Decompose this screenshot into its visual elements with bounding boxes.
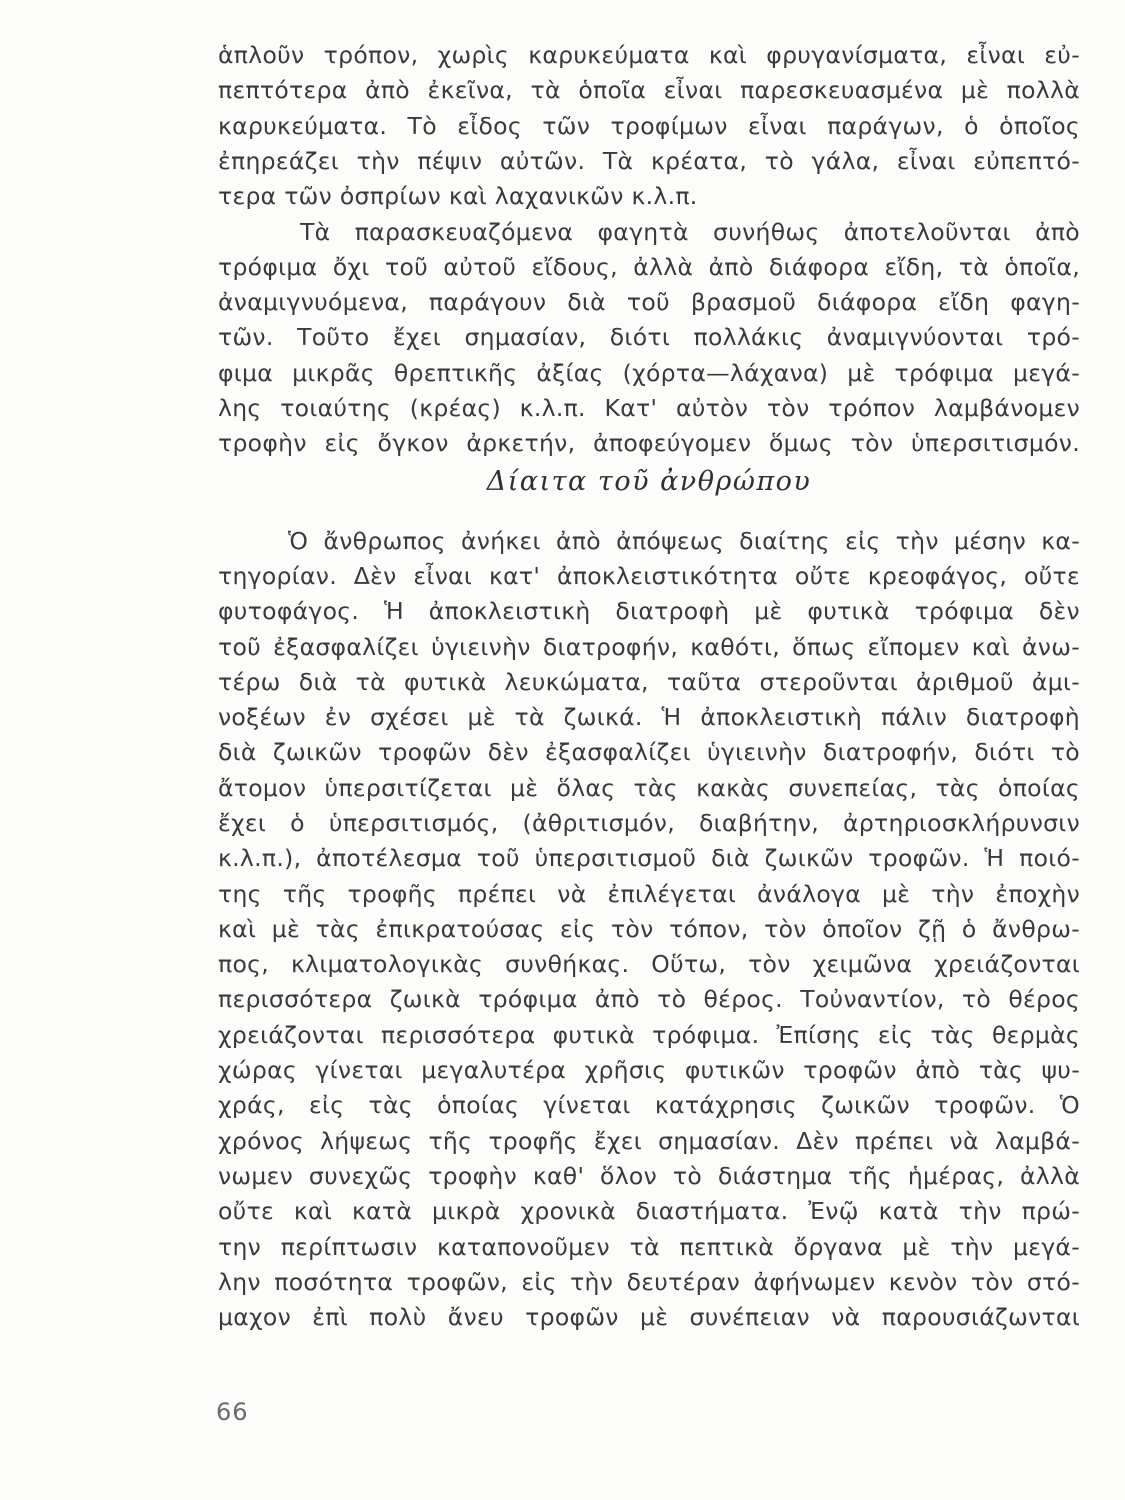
- text-line: ἔχει ὁ ὑπερσιτισμός, (ἀθριτισμόν, διαβήτην, ἀρτηριοσκλήρυνσιν: [218, 809, 1080, 837]
- text-line: νωμεν συνεχῶς τροφὴν καθ' ὅλον τὸ διάστημα τῆς ἡμέρας, ἀλλὰ: [218, 1162, 1080, 1190]
- text-line: χράς, εἰς τὰς ὁποίας γίνεται κατάχρησις ζωικῶν τροφῶν. Ὁ: [218, 1091, 1080, 1119]
- text-line: διὰ ζωικῶν τροφῶν δὲν ἐξασφαλίζει ὑγιεινὴν διατροφήν, διότι τὸ: [218, 738, 1080, 766]
- text-line: την περίπτωσιν καταπονοῦμεν τὰ πεπτικὰ ὄργανα μὲ τὴν μεγά-: [218, 1233, 1080, 1261]
- text-line: φιμα μικρᾶς θρεπτικῆς ἀξίας (χόρτα—λάχανα) μὲ τρόφιμα μεγά-: [218, 359, 1080, 387]
- text-line: Τὰ παρασκευαζόμενα φαγητὰ συνήθως ἀποτελοῦνται ἀπὸ: [300, 218, 1080, 246]
- text-line: χρειάζονται περισσότερα φυτικὰ τρόφιμα. Ἐπίσης εἰς τὰς θερμὰς: [218, 1021, 1080, 1049]
- text-line: χώρας γίνεται μεγαλυτέρα χρῆσις φυτικῶν τροφῶν ἀπὸ τὰς ψυ-: [218, 1056, 1080, 1084]
- text-line: οὔτε καὶ κατὰ μικρὰ χρονικὰ διαστήματα. Ἐνῷ κατὰ τὴν πρώ-: [218, 1197, 1080, 1225]
- text-line: περισσότερα ζωικὰ τρόφιμα ἀπὸ τὸ θέρος. Τοὐναντίον, τὸ θέρος: [218, 985, 1080, 1013]
- text-line: τῶν. Τοῦτο ἔχει σημασίαν, διότι πολλάκις ἀναμιγνύονται τρό-: [218, 323, 1080, 351]
- text-line: τέρω διὰ τὰ φυτικὰ λευκώματα, ταῦτα στεροῦνται ἀριθμοῦ ἀμι-: [218, 668, 1080, 696]
- page-number: 66: [216, 1398, 249, 1426]
- text-line: καρυκεύματα. Τὸ εἶδος τῶν τροφίμων εἶναι παράγων, ὁ ὁποῖος: [218, 112, 1080, 140]
- text-line: τηγορίαν. Δὲν εἶναι κατ' ἀποκλειστικότητα οὔτε κρεοφάγος, οὔτε: [218, 562, 1080, 590]
- text-line: φυτοφάγος. Ἡ ἀποκλειστικὴ διατροφὴ μὲ φυτικὰ τρόφιμα δὲν: [218, 597, 1080, 625]
- text-line: ἀναμιγνυόμενα, παράγουν διὰ τοῦ βρασμοῦ διάφορα εἴδη φαγη-: [218, 288, 1080, 316]
- text-line: τοῦ ἐξασφαλίζει ὑγιεινὴν διατροφήν, καθότι, ὅπως εἴπομεν καὶ ἀνω-: [218, 633, 1080, 661]
- text-line: τερα τῶν ὀσπρίων καὶ λαχανικῶν κ.λ.π.: [218, 182, 698, 210]
- text-line: χρόνος λήψεως τῆς τροφῆς ἔχει σημασίαν. Δὲν πρέπει νὰ λαμβά-: [218, 1127, 1080, 1155]
- text-line: της τῆς τροφῆς πρέπει νὰ ἐπιλέγεται ἀνάλογα μὲ τὴν ἐποχὴν: [218, 880, 1080, 908]
- text-line: τρόφιμα ὄχι τοῦ αὐτοῦ εἴδους, ἀλλὰ ἀπὸ διάφορα εἴδη, τὰ ὁποῖα,: [218, 253, 1080, 281]
- text-line: ἄτομον ὑπερσιτίζεται μὲ ὅλας τὰς κακὰς συνεπείας, τὰς ὁποίας: [218, 774, 1080, 802]
- text-line: μαχον ἐπὶ πολὺ ἄνευ τροφῶν μὲ συνέπειαν νὰ παρουσιάζωνται: [218, 1303, 1080, 1331]
- text-line: κ.λ.π.), ἀποτέλεσμα τοῦ ὑπερσιτισμοῦ διὰ ζωικῶν τροφῶν. Ἡ ποιό-: [218, 844, 1080, 872]
- text-line: ἐπηρεάζει τὴν πέψιν αὐτῶν. Τὰ κρέατα, τὸ γάλα, εἶναι εὐπεπτό-: [218, 147, 1080, 175]
- text-line: καὶ μὲ τὰς ἐπικρατούσας εἰς τὸν τόπον, τὸν ὁποῖον ζῇ ὁ ἄνθρω-: [218, 915, 1080, 943]
- text-line: λης τοιαύτης (κρέας) κ.λ.π. Κατ' αὐτὸν τὸν τρόπον λαμβάνομεν: [218, 394, 1080, 422]
- text-line: ἁπλοῦν τρόπον, χωρὶς καρυκεύματα καὶ φρυγανίσματα, εἶναι εὐ-: [218, 41, 1080, 69]
- text-line: πος, κλιματολογικὰς συνθήκας. Οὕτω, τὸν χειμῶνα χρειάζονται: [218, 950, 1080, 978]
- text-line: Ὁ ἄνθρωπος ἀνήκει ἀπὸ ἀπόψεως διαίτης εἰς τὴν μέσην κα-: [288, 527, 1080, 555]
- text-line: λην ποσότητα τροφῶν, εἰς τὴν δευτέραν ἀφήνωμεν κενὸν τὸν στό-: [218, 1268, 1080, 1296]
- text-line: τροφὴν εἰς ὄγκον ἀρκετήν, ἀποφεύγομεν ὅμως τὸν ὑπερσιτισμόν.: [218, 429, 1080, 457]
- text-line: νοξέων ἐν σχέσει μὲ τὰ ζωικά. Ἡ ἀποκλειστικὴ πάλιν διατροφὴ: [218, 703, 1080, 731]
- section-heading: Δίαιτα τοῦ ἀνθρώπου: [486, 465, 812, 497]
- text-line: πεπτότερα ἀπὸ ἐκεῖνα, τὰ ὁποῖα εἶναι παρεσκευασμένα μὲ πολλὰ: [218, 76, 1080, 104]
